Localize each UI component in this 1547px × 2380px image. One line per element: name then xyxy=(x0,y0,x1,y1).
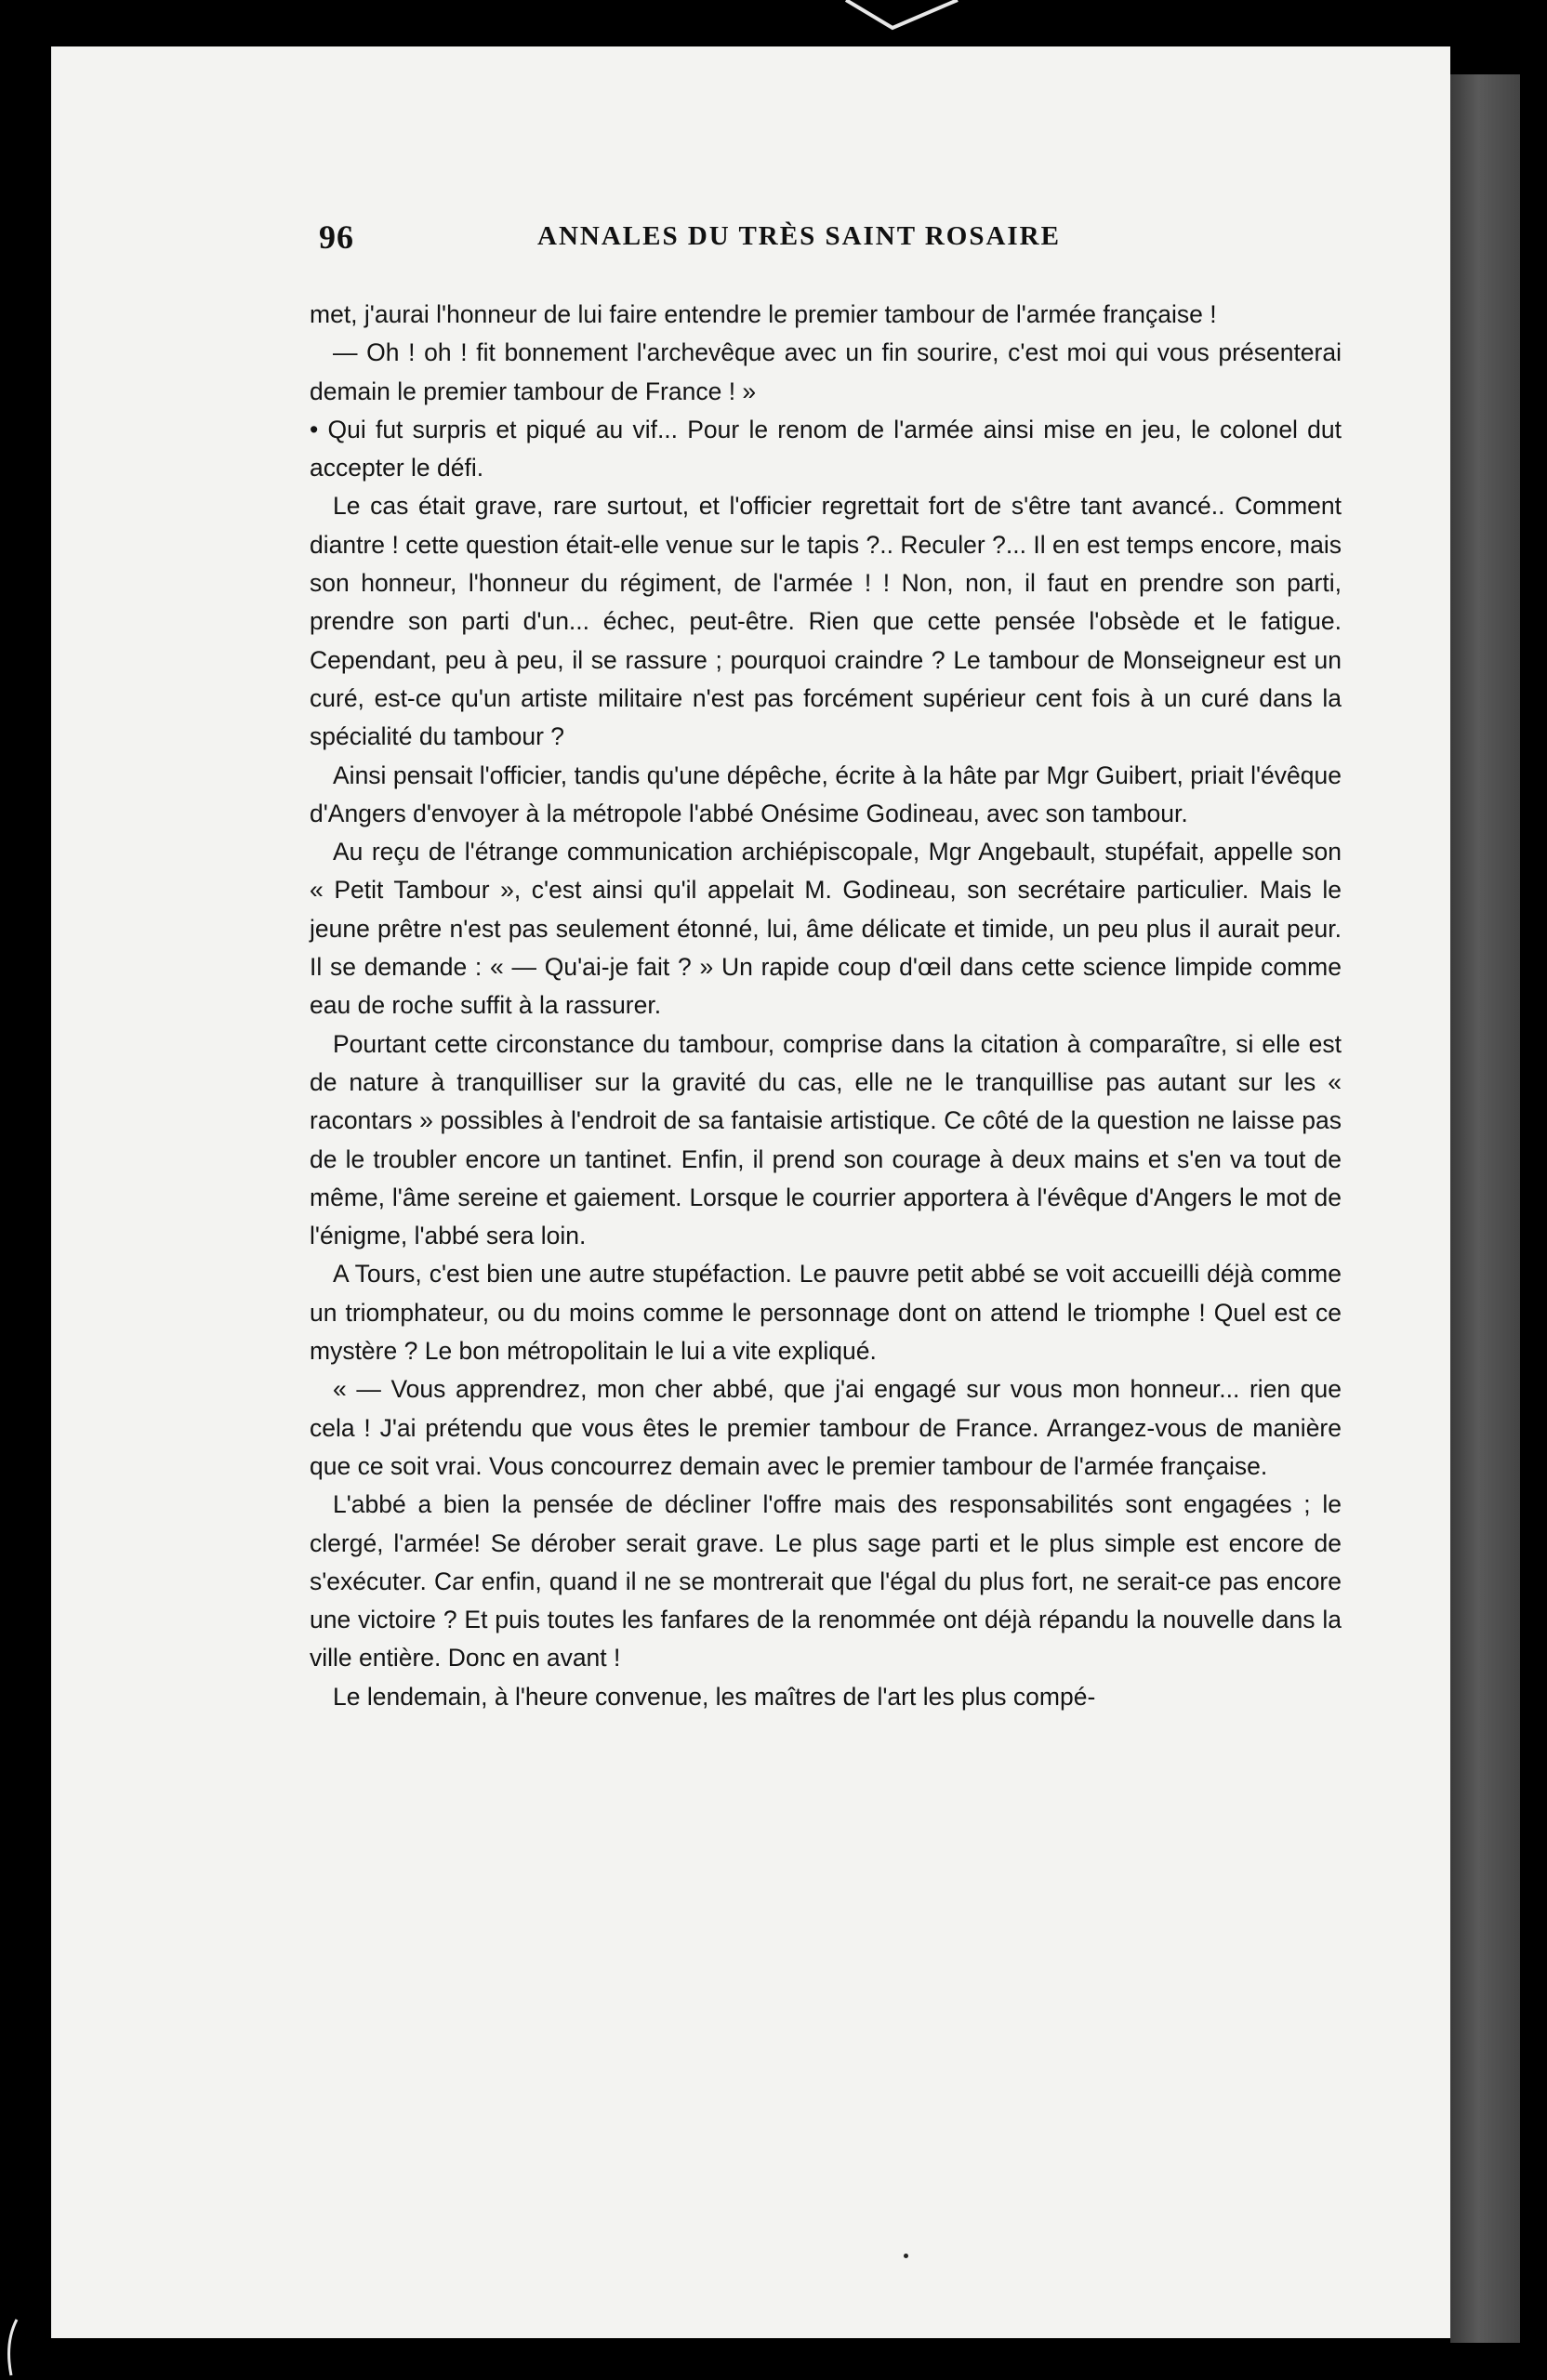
paragraph: Au reçu de l'étrange communication archiépiscopale, Mgr Angebault, stupéfait, appelle son « Petit Tambour », c'est ainsi qu'il appelait M. Godineau, son secrétaire particulier. Mais le jeune prêtre n'est pas seulement étonné, lui, âme délicate et timide, un peu plus il aurait peur. Il se demande : « — Qu'ai-je fait ? » Un rapide coup d'œil dans cette science limpide comme eau de roche suffit à la rassurer. xyxy=(310,838,1342,1020)
scan-corner-mark xyxy=(837,0,967,37)
scan-corner-mark-bottom xyxy=(0,2315,28,2380)
paragraph: Ainsi pensait l'officier, tandis qu'une dépêche, écrite à la hâte par Mgr Guibert, priait l'évêque d'Angers d'envoyer à la métropole l'abbé Onésime Godineau, avec son tambour. xyxy=(310,760,1342,827)
page-number: 96 xyxy=(319,218,354,256)
paragraph: L'abbé a bien la pensée de décliner l'offre mais des responsabilités sont engagées ; le clergé, l'armée! Se dérober serait grave. Le plus sage parti et le plus simple est encore de s'exécuter. Car enfin, quand il ne se montrerait que l'égal du plus fort, ne serait-ce pas encore une victoire ? Et puis toutes les fanfares de la renommée ont déjà répandu la nouvelle dans la ville entière. Donc en avant ! xyxy=(310,1490,1342,1673)
running-title: ANNALES DU TRÈS SAINT ROSAIRE xyxy=(537,221,1061,251)
paragraph: A Tours, c'est bien une autre stupéfaction. Le pauvre petit abbé se voit accueilli déjà comme un triomphateur, ou du moins comme le personnage dont on attend le triomphe ! Quel est ce mystère ? Le bon métropolitain le lui a vite expliqué. xyxy=(310,1260,1342,1366)
paragraph: Pourtant cette circonstance du tambour, comprise dans la citation à comparaître, si elle est de nature à tranquilliser sur la gravité du cas, elle ne le tranquillise pas autant sur les « racontars » possibles à l'endroit de sa fantaisie artistique. Ce côté de la question ne laisse pas de le troubler encore un tantinet. Enfin, il prend son courage à deux mains et s'en va tout de même, l'âme sereine et gaiement. Lorsque le courrier apportera à l'évêque d'Angers le mot de l'énigme, l'abbé sera loin. xyxy=(310,1029,1342,1250)
ink-speck xyxy=(904,2254,908,2258)
body-text xyxy=(310,296,1342,1716)
book-spine-edge xyxy=(1450,74,1520,2343)
paragraph: • Qui fut surpris et piqué au vif... Pour le renom de l'armée ainsi mise en jeu, le colonel dut accepter le défi. xyxy=(310,415,1342,483)
paragraph: « — Vous apprendrez, mon cher abbé, que j'ai engagé sur vous mon honneur... rien que cela ! J'ai prétendu que vous êtes le premier tambour de France. Arrangez-vous de manière que ce soit vrai. Vous concourrez demain avec le premier tambour de l'armée française. xyxy=(310,1375,1342,1480)
paragraph: Le lendemain, à l'heure convenue, les maîtres de l'art les plus compé- xyxy=(333,1682,1096,1711)
page-header xyxy=(319,218,1342,255)
paragraph: met, j'aurai l'honneur de lui faire entendre le premier tambour de l'armée française ! xyxy=(310,300,1217,328)
paragraph: Le cas était grave, rare surtout, et l'officier regrettait fort de s'être tant avancé.. Comment diantre ! cette question était-elle venue sur le tapis ?.. Reculer ?... Il en est temps encore, mais son honneur, l'honneur du régiment, de l'armée ! ! Non, non, il faut en prendre son parti, prendre son parti d'un... échec, peut-être. Rien que cette pensée l'obsède et le fatigue. Cependant, peu à peu, il se rassure ; pourquoi craindre ? Le tambour de Monseigneur est un curé, est-ce qu'un artiste militaire n'est pas forcément supérieur cent fois à un curé dans la spécialité du tambour ? xyxy=(310,492,1342,751)
paragraph: — Oh ! oh ! fit bonnement l'archevêque avec un fin sourire, c'est moi qui vous présenterai demain le premier tambour de France ! » xyxy=(310,338,1342,405)
